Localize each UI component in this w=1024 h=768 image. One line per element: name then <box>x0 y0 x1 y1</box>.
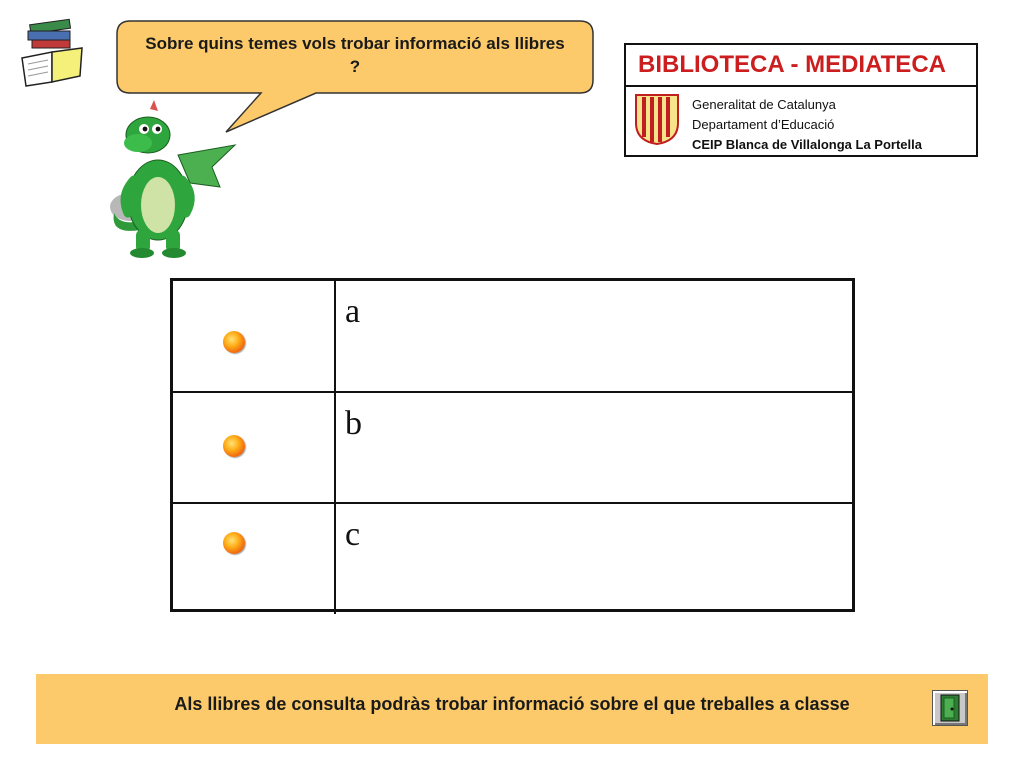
orange-bullet-icon <box>223 331 245 353</box>
footer-banner <box>36 674 988 744</box>
header-title: BIBLIOTECA - MEDIATECA <box>626 45 976 87</box>
topics-table <box>170 278 855 612</box>
school-header <box>624 43 978 157</box>
header-line-school: CEIP Blanca de Villalonga La Portella <box>692 137 922 152</box>
table-cell-bullet <box>173 393 336 503</box>
header-line-departament: Departament d’Educació <box>692 117 835 132</box>
orange-bullet-icon <box>223 532 245 554</box>
row-letter: c <box>345 516 361 553</box>
door-icon <box>933 691 967 725</box>
row-letter: b <box>345 405 362 442</box>
table-row <box>173 281 852 391</box>
table-cell-bullet <box>173 504 336 614</box>
books-icon <box>18 18 88 88</box>
bubble-question: Sobre quins temes vols trobar informació als llibres ? <box>145 34 565 76</box>
header-info <box>692 95 922 155</box>
table-cell-bullet <box>173 281 336 391</box>
table-row <box>173 502 852 614</box>
door-exit-button[interactable] <box>932 690 968 726</box>
header-line-generalitat: Generalitat de Catalunya <box>692 97 836 112</box>
footer-text: Als llibres de consulta podràs trobar informació sobre el que treballes a classe <box>174 694 850 714</box>
row-letter: a <box>345 293 361 330</box>
table-row <box>173 391 852 503</box>
dragon-mascot <box>100 95 240 260</box>
generalitat-emblem-icon <box>634 93 680 145</box>
orange-bullet-icon <box>223 435 245 457</box>
